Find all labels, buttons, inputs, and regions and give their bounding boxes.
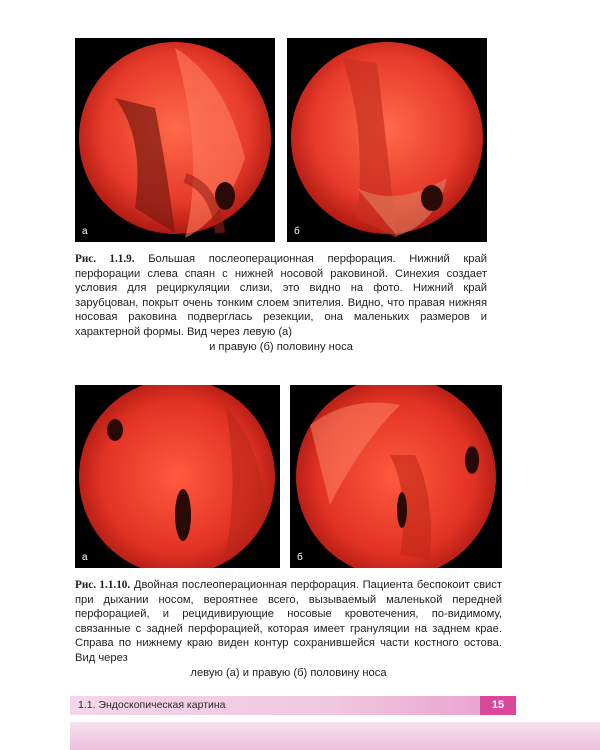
figure-1-1-10-photo-a bbox=[75, 385, 280, 568]
footer-bar bbox=[70, 696, 516, 715]
endoscopic-image bbox=[75, 38, 275, 242]
page-number: 15 bbox=[480, 696, 516, 715]
figure-1-1-9-photo-a bbox=[75, 38, 275, 242]
figure-number: Рис. 1.1.9. bbox=[75, 253, 135, 265]
endoscopic-image bbox=[287, 38, 487, 242]
caption-last-line: и правую (б) половину носа bbox=[209, 340, 353, 353]
section-title: 1.1. Эндоскопическая картина bbox=[78, 699, 226, 711]
figure-1-1-9-caption bbox=[75, 252, 487, 354]
figure-number: Рис. 1.1.10. bbox=[75, 579, 131, 591]
figure-1-1-10-caption bbox=[75, 578, 502, 680]
photo-label: б bbox=[294, 226, 300, 237]
caption-text: Двойная послеоперационная перфорация. Пациента беспокоит свист при дыхании носом, вероятнее всего, вызываемый маленькой передней перфорацией, и рецидивирующие носовые кровотечения, по-видимому, связанные с задней перфорацией, которая имеет грануляции на заднем крае. Справа по нижнему краю виден контур сохранившейся части костного остова. Вид через bbox=[75, 579, 503, 664]
photo-label: б bbox=[297, 552, 303, 563]
bottom-decorative-strip bbox=[70, 722, 600, 750]
photo-label: а bbox=[82, 226, 88, 237]
caption-last-line: левую (а) и правую (б) половину носа bbox=[190, 666, 387, 679]
endoscopic-image bbox=[75, 385, 280, 568]
figure-1-1-9-photo-b bbox=[287, 38, 487, 242]
photo-label: а bbox=[82, 552, 88, 563]
endoscopic-image bbox=[290, 385, 502, 568]
figure-1-1-10-photo-b bbox=[290, 385, 502, 568]
caption-text: Большая послеоперационная перфорация. Нижний край перфорации слева спаян с нижней носовой раковиной. Синехия создает условия для рециркуляции слизи, это видно на фото. Нижний край зарубцован, покрыт очень тонким слоем эпителия. Видно, что правая нижняя носовая раковина подверглась резекции, она маленьких размеров и характерной формы. Вид через левую (а) bbox=[75, 253, 488, 338]
